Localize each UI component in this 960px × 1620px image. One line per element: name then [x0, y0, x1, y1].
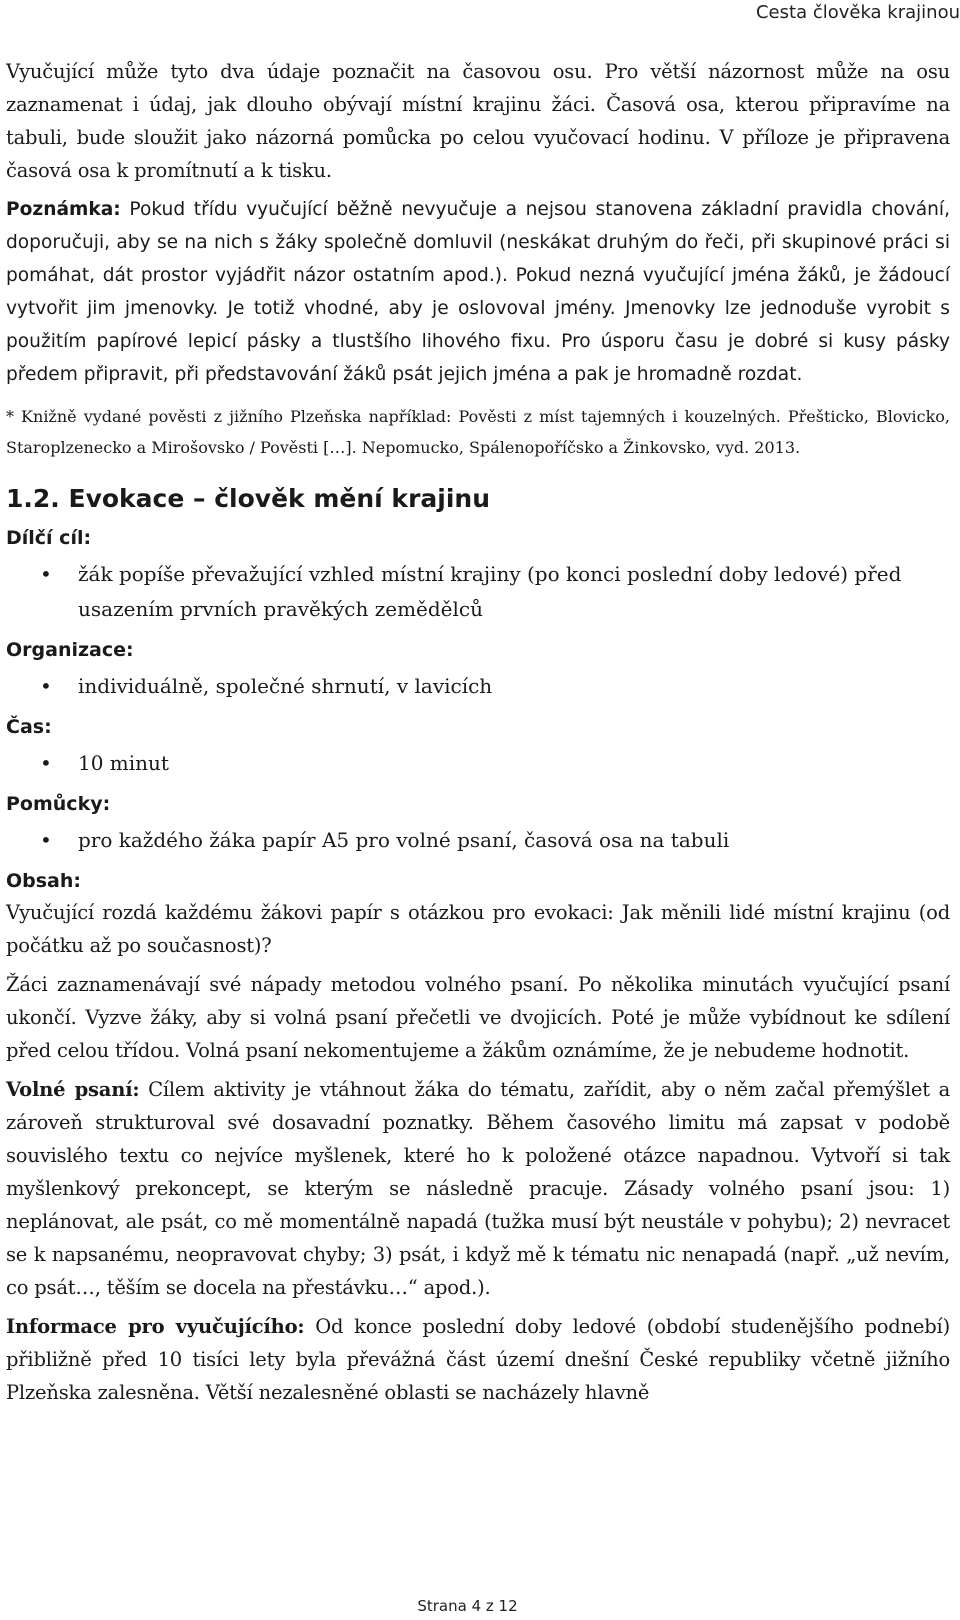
free-writing-paragraph: [6, 1073, 950, 1304]
note-label: Poznámka:: [6, 199, 121, 220]
section-title: 1.2. Evokace – člověk mění krajinu: [6, 484, 490, 513]
bullet-icon: •: [40, 751, 52, 775]
content-label: Obsah:: [6, 870, 82, 892]
note-paragraph: [6, 193, 950, 391]
goal-list: [6, 557, 950, 627]
aids-list: [6, 823, 950, 858]
footnote: * Knižně vydané pověsti z jižního Plzeňska například: Pověsti z míst tajemných i kouzelných. Přešticko, Blovicko, Staroplzenecko a Mirošovsko / Pověsti […]. Nepomucko, Spálenopoříčsko a Žinkovsko, vyd. 2013.: [6, 407, 950, 457]
bullet-icon: •: [40, 828, 52, 852]
list-item: • pro každého žáka papír A5 pro volné psaní, časová osa na tabuli: [6, 823, 950, 858]
list-item: • žák popíše převažující vzhled místní krajiny (po konci poslední doby ledové) před usazením prvních pravěkých zemědělců: [6, 557, 950, 627]
time-list: [6, 746, 950, 781]
list-item: • 10 minut: [6, 746, 950, 781]
goal-label: Dílčí cíl:: [6, 527, 92, 549]
page-number: Strana 4 z 12: [417, 1597, 518, 1615]
note-text: Pokud třídu vyučující běžně nevyučuje a nejsou stanovena základní pravidla chování, doporučuji, aby se na nich s žáky společně domluvil (neskákat druhým do řeči, při skupinové práci si pomáhat, dát prostor vyjádřit názor ostatním apod.). Pokud nezná vyučující jména žáků, je žádoucí vytvořit jim jmenovky. Je totiž vhodné, aby je oslovoval jmény. Jmenovky lze jednoduše vyrobit s použitím papírové lepicí pásky a tlustšího lihového fixu. Pro úsporu času je dobré si kusy pásky předem připravit, při představování žáků psát jejich jména a pak je hromadně rozdat.: [6, 199, 950, 385]
running-header: Cesta člověka krajinou: [755, 2, 960, 23]
aids-label: Pomůcky:: [6, 793, 111, 815]
organization-label: Organizace:: [6, 639, 134, 661]
teacher-info-text: Od konce poslední doby ledové (období studenějšího podnebí) přibližně před 10 tisíci lety byla převážná část území dnešní České republiky včetně jižního Plzeňska zalesněna. Větší nezalesněné oblasti se nacházely hlavně: [6, 1315, 950, 1404]
list-item: • individuálně, společné shrnutí, v lavicích: [6, 669, 950, 704]
content-paragraph-1: Vyučující rozdá každému žákovi papír s otázkou pro evokaci: Jak měnili lidé místní krajinu (od počátku až po současnost)?: [6, 901, 950, 957]
organization-list: [6, 669, 950, 704]
page-content: [6, 55, 950, 1409]
teacher-info-label: Informace pro vyučujícího:: [6, 1315, 305, 1338]
free-writing-text: Cílem aktivity je vtáhnout žáka do tématu, zařídit, aby o něm začal přemýšlet a zároveň strukturoval své dosavadní poznatky. Během časového limitu má zapsat v podobě souvislého textu co nejvíce myšlenek, které ho k položené otázce napadnou. Vytvoří si tak myšlenkový prekoncept, se kterým se následně pracuje. Zásady volného psaní jsou: 1) neplánovat, ale psát, co mě momentálně napadá (tužka musí být neustále v pohybu); 2) nevracet se k napsanému, neopravovat chyby; 3) psát, i když mě k tématu nic nenapadá (např. „už nevím, co psát…, těším se docela na přestávku…“ apod.).: [6, 1078, 950, 1299]
bullet-icon: •: [40, 674, 52, 698]
intro-paragraph: Vyučující může tyto dva údaje poznačit na časovou osu. Pro větší názornost může na osu zaznamenat i údaj, jak dlouho obývají místní krajinu žáci. Časová osa, kterou připravíme na tabuli, bude sloužit jako názorná pomůcka po celou vyučovací hodinu. V příloze je připravena časová osa k promítnutí a k tisku.: [6, 60, 950, 182]
teacher-info-paragraph: [6, 1310, 950, 1409]
bullet-icon: •: [40, 562, 52, 586]
free-writing-label: Volné psaní:: [6, 1078, 140, 1101]
content-paragraph-2: Žáci zaznamenávají své nápady metodou volného psaní. Po několika minutách vyučující psaní ukončí. Vyzve žáky, aby si volná psaní přečetli ve dvojicích. Poté je může vybídnout ke sdílení před celou třídou. Volná psaní nekomentujeme a žákům oznámíme, že je nebudeme hodnotit.: [6, 973, 950, 1062]
time-label: Čas:: [6, 716, 52, 738]
